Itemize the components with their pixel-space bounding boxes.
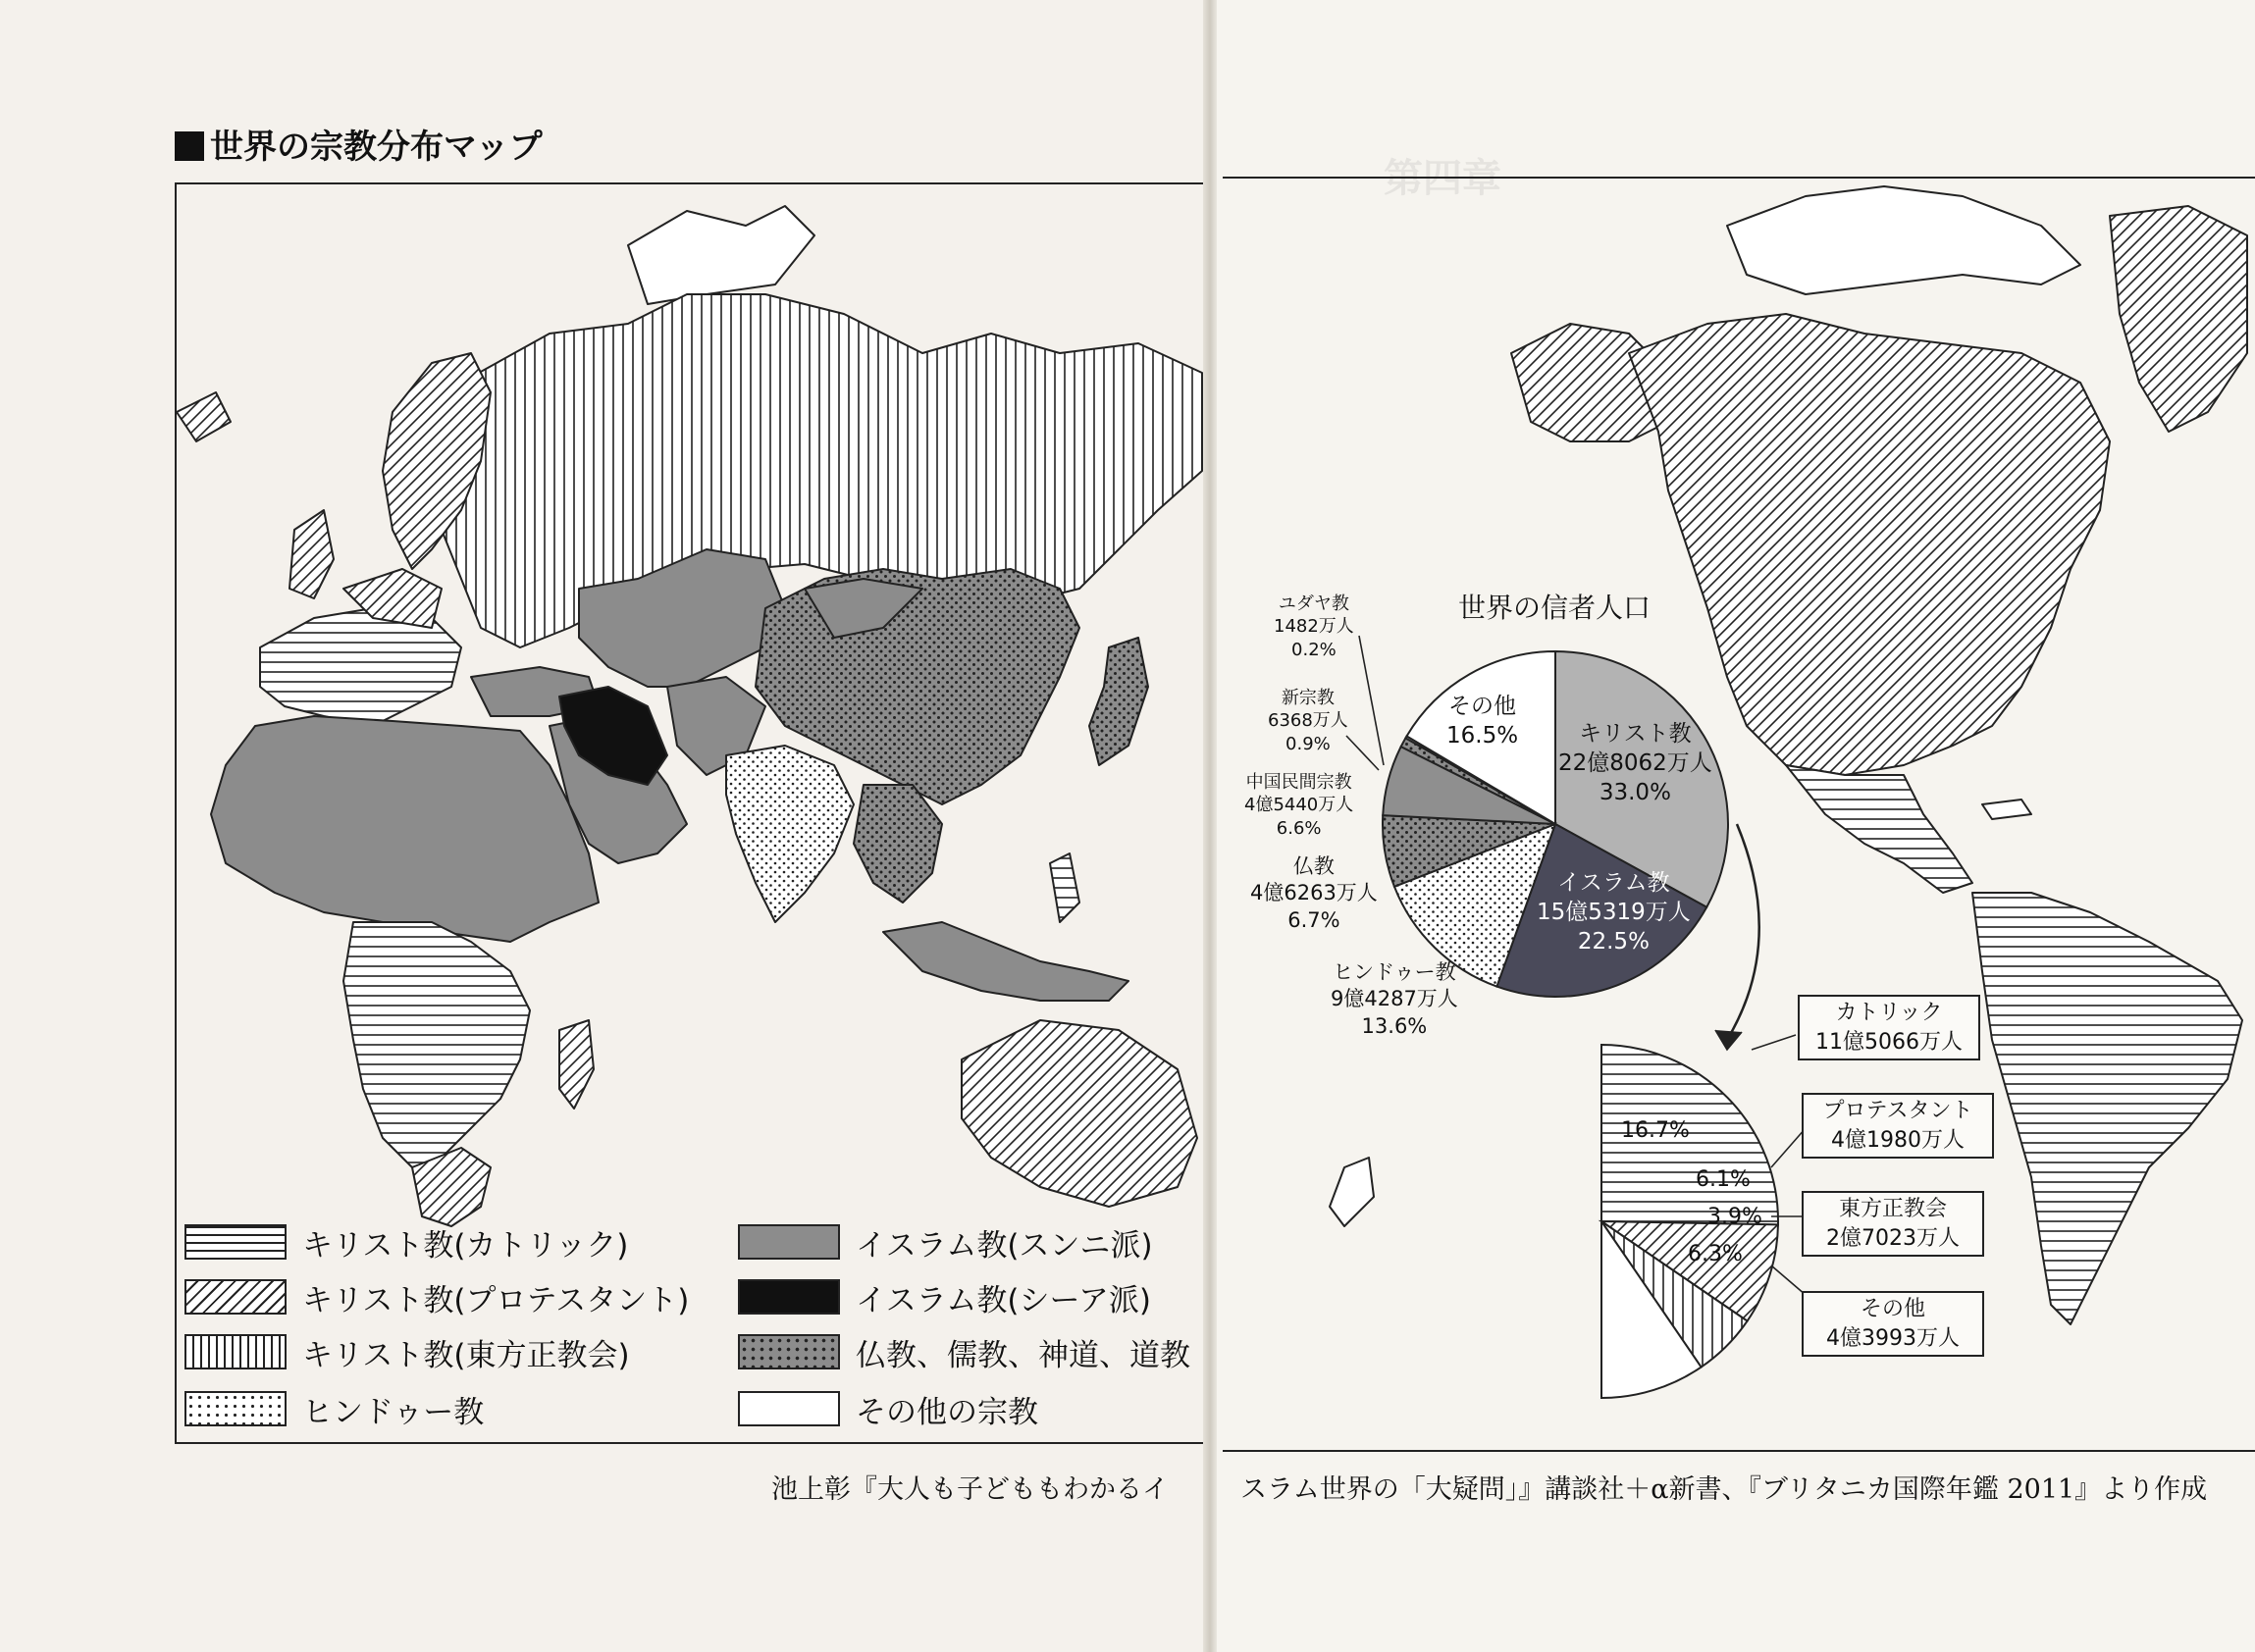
pie-title: 世界の信者人口 bbox=[1458, 592, 1652, 624]
bar-pct-other: 6.3% bbox=[1688, 1242, 1743, 1266]
pie-label-christianity: キリスト教 22億8062万人 33.0% bbox=[1558, 721, 1712, 805]
pie-label-hinduism: ヒンドゥー教 9億4287万人 13.6% bbox=[1331, 960, 1458, 1038]
region-mexico bbox=[1786, 765, 1972, 893]
pie-arrow-head-icon bbox=[1715, 1030, 1742, 1050]
pie-label-other: その他 16.5% bbox=[1446, 694, 1519, 749]
bar-pct-catholic: 16.7% bbox=[1621, 1118, 1690, 1143]
pie-label-judaism: ユダヤ教 1482万人 0.2% bbox=[1274, 594, 1354, 660]
leader-catholic bbox=[1752, 1035, 1796, 1050]
pie-label-islam: イスラム教 15億5319万人 22.5% bbox=[1537, 870, 1691, 955]
swatch-solid-gray bbox=[738, 1224, 840, 1260]
legend-orthodox: キリスト教(東方正教会) bbox=[184, 1332, 630, 1371]
region-caribbean bbox=[1982, 800, 2031, 819]
region-indonesia bbox=[883, 922, 1128, 1001]
leader-other bbox=[1771, 1265, 1806, 1295]
legend-catholic: キリスト教(カトリック) bbox=[184, 1222, 628, 1262]
region-uk bbox=[289, 510, 334, 598]
bleed-through-text: 第四章 bbox=[1384, 156, 1501, 201]
leader-protestant bbox=[1771, 1128, 1806, 1167]
bar-pct-protestant: 6.1% bbox=[1696, 1167, 1751, 1192]
swatch-diagonal-lines bbox=[184, 1279, 287, 1315]
leader-judaism bbox=[1359, 636, 1384, 765]
region-north-africa bbox=[211, 716, 599, 942]
legend-hindu: ヒンドゥー教 bbox=[184, 1389, 484, 1428]
legend-buddhism: 仏教、儒教、神道、道教 bbox=[738, 1332, 1190, 1371]
box-catholic: カトリック 11億5066万人 bbox=[1798, 995, 1980, 1060]
source-left: 池上彰『大人も子どももわかるイ bbox=[771, 1474, 1169, 1505]
region-se-asia bbox=[854, 785, 942, 903]
legend-protestant: キリスト教(プロテスタント) bbox=[184, 1277, 689, 1316]
region-canada-usa bbox=[1629, 314, 2110, 775]
region-iceland bbox=[177, 392, 231, 441]
region-australia bbox=[962, 1020, 1197, 1207]
region-central-africa bbox=[343, 922, 530, 1167]
region-india bbox=[726, 746, 854, 922]
swatch-vertical-lines bbox=[184, 1334, 287, 1369]
leader-new-religion bbox=[1346, 736, 1379, 770]
source-right: スラム世界の「大疑問」』講談社＋α新書、『ブリタニカ国際年鑑 2011』より作成 bbox=[1240, 1474, 2208, 1505]
box-orthodox: 東方正教会 2億7023万人 bbox=[1802, 1191, 1984, 1257]
pie-label-chinese-folk: 中国民間宗教 4億5440万人 6.6% bbox=[1244, 772, 1354, 839]
legend-shia: イスラム教(シーア派) bbox=[738, 1277, 1151, 1316]
region-japan bbox=[1089, 638, 1148, 765]
pie-arrow bbox=[1727, 824, 1759, 1040]
box-protestant: プロテスタント 4億1980万人 bbox=[1802, 1093, 1994, 1159]
legend-sunni: イスラム教(スンニ派) bbox=[738, 1222, 1153, 1262]
region-madagascar bbox=[559, 1020, 594, 1109]
box-other: その他 4億3993万人 bbox=[1802, 1291, 1984, 1357]
region-new-zealand bbox=[1330, 1158, 1374, 1226]
swatch-blank bbox=[738, 1391, 840, 1426]
swatch-dark-dots bbox=[738, 1334, 840, 1369]
pie-label-new-religion: 新宗教 6368万人 0.9% bbox=[1268, 688, 1348, 754]
pie-label-buddhism: 仏教 4億6263万人 6.7% bbox=[1250, 854, 1378, 932]
region-south-america bbox=[1972, 893, 2242, 1324]
page-title: 世界の宗教分布マップ bbox=[175, 120, 543, 168]
legend-other: その他の宗教 bbox=[738, 1389, 1038, 1428]
region-philippines bbox=[1050, 853, 1079, 922]
swatch-dots bbox=[184, 1391, 287, 1426]
swatch-horizontal-lines bbox=[184, 1224, 287, 1260]
region-greenland bbox=[2110, 206, 2247, 432]
bar-pct-orthodox: 3.9% bbox=[1707, 1205, 1762, 1229]
swatch-solid-black bbox=[738, 1279, 840, 1315]
region-arctic-canada bbox=[1727, 186, 2080, 294]
region-arctic-islands bbox=[628, 206, 814, 304]
